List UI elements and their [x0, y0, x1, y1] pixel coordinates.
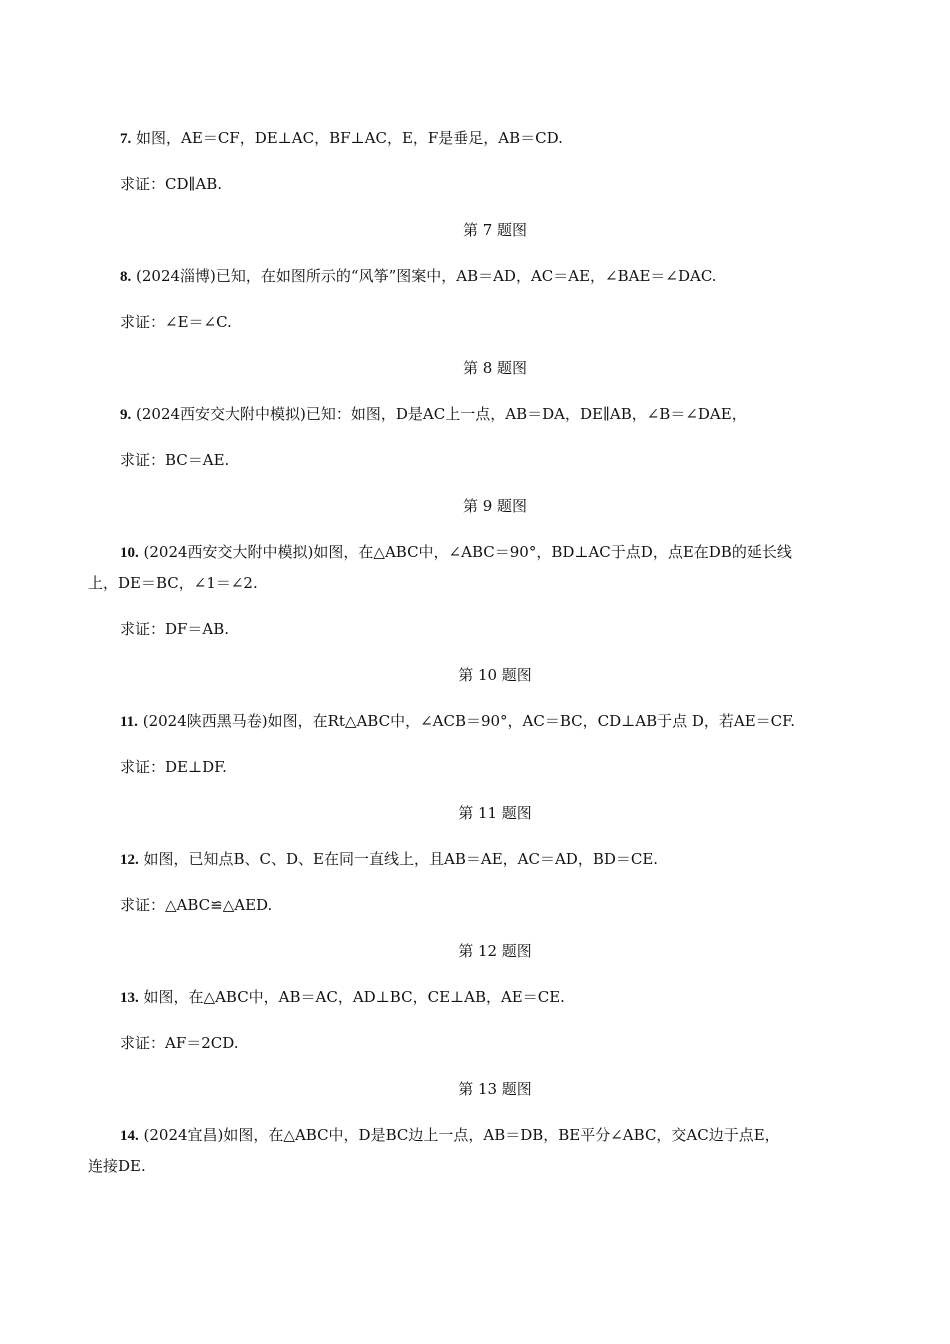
- problem-12-statement: [120, 849, 658, 870]
- problem-text: (2024西安交大附中模拟)如图，在△ABC中，∠ABC＝90°，BD⊥AC于点D，点E在DB的延长线: [143, 543, 792, 561]
- problem-number: 10.: [120, 545, 139, 561]
- problem-number: 12.: [120, 852, 139, 868]
- problem-text: (2024陕西黑马卷)如图，在Rt△ABC中，∠ACB＝90°，AC＝BC，CD⊥AB于点 D，若AE＝CF.: [142, 712, 796, 730]
- problem-7-figure-caption: 第 7 题图: [462, 221, 528, 239]
- problem-10-proof: 求证：DF＝AB.: [120, 620, 230, 638]
- problem-12-proof: 求证：△ABC≌△AED.: [120, 896, 273, 914]
- problem-14-statement-continued: 连接DE.: [88, 1157, 146, 1175]
- problem-11-statement: [120, 711, 795, 732]
- problem-10-statement: [120, 542, 792, 563]
- problem-12-figure-caption: 第 12 题图: [458, 942, 532, 960]
- problem-13-statement: [120, 987, 565, 1008]
- problem-14-statement: [120, 1125, 780, 1146]
- problem-text: (2024宜昌)如图，在△ABC中，D是BC边上一点，AB＝DB，BE平分∠ABC，交AC边于点E，: [143, 1126, 780, 1144]
- problem-10-statement-continued: 上，DE＝BC，∠1＝∠2.: [88, 574, 258, 592]
- problem-number: 7.: [120, 131, 132, 147]
- problem-8-figure-caption: 第 8 题图: [462, 359, 528, 377]
- problem-text: 如图，AE＝CF，DE⊥AC，BF⊥AC，E，F是垂足，AB＝CD.: [136, 129, 563, 147]
- problem-8-proof: 求证：∠E＝∠C.: [120, 313, 232, 331]
- problem-text: 如图，已知点B、C、D、E在同一直线上，且AB＝AE，AC＝AD，BD＝CE.: [143, 850, 659, 868]
- problem-13-figure-caption: 第 13 题图: [458, 1080, 532, 1098]
- problem-number: 13.: [120, 990, 139, 1006]
- problem-11-figure-caption: 第 11 题图: [458, 804, 532, 822]
- problem-number: 9.: [120, 407, 132, 423]
- problem-text: (2024西安交大附中模拟)已知：如图，D是AC上一点，AB＝DA，DE∥AB，∠B＝∠DAE，: [136, 405, 747, 423]
- problem-number: 14.: [120, 1128, 139, 1144]
- problem-text: (2024淄博)已知，在如图所示的“风筝”图案中，AB＝AD，AC＝AE，∠BAE＝∠DAC.: [136, 267, 717, 285]
- problem-9-proof: 求证：BC＝AE.: [120, 451, 230, 469]
- problem-9-figure-caption: 第 9 题图: [462, 497, 528, 515]
- problem-7-statement: [120, 128, 563, 149]
- problem-10-figure-caption: 第 10 题图: [458, 666, 532, 684]
- problem-number: 11.: [120, 714, 138, 730]
- problem-7-proof: 求证：CD∥AB.: [120, 175, 223, 193]
- problem-text: 如图，在△ABC中，AB＝AC，AD⊥BC，CE⊥AB，AE＝CE.: [143, 988, 565, 1006]
- problem-11-proof: 求证：DE⊥DF.: [120, 758, 227, 776]
- problem-number: 8.: [120, 269, 132, 285]
- problem-8-statement: [120, 266, 717, 287]
- problem-9-statement: [120, 404, 747, 425]
- problem-13-proof: 求证：AF＝2CD.: [120, 1034, 239, 1052]
